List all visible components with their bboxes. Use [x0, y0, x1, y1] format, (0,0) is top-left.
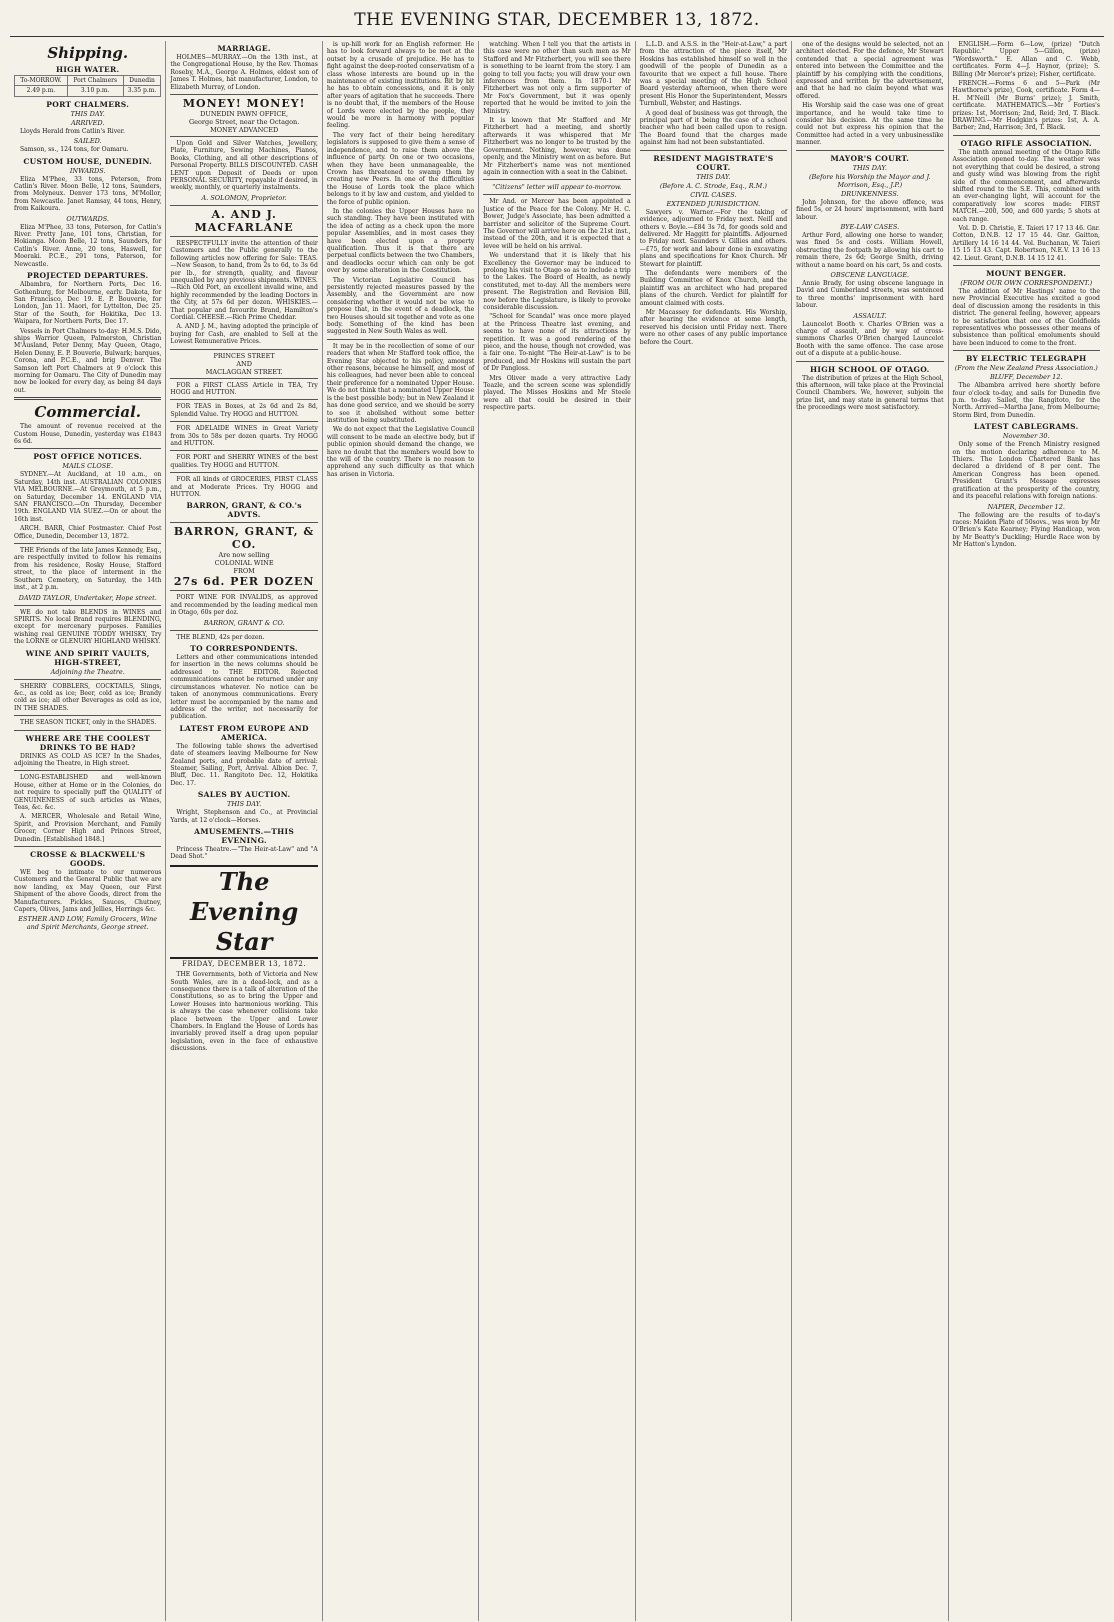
post-text: SYDNEY.—At Auckland, at 10 a.m., on Saturday, 14th inst. AUSTRALIAN COLONIES VIA MELBOURNE.—At Greymouth, at 5 p.m., on Saturday, December 14. ENGLAND VIA SAN FRANCISCO.—On Thursday, December 19th. ENGLAND VIA SUEZ.—On or about the 16th inst. — [14, 471, 162, 523]
article-paragraph: Mrs Oliver made a very attractive Lady Teazle, and the screen scene was splendidly played. The Misses Hoskins and Mr Steele were all that could be desired in their respective parts. — [483, 374, 631, 412]
rifle-heading: OTAGO RIFLE ASSOCIATION. — [960, 138, 1092, 148]
blend-ad: THE BLEND, 42s per dozen. — [176, 633, 265, 641]
article-paragraph: John Johnson, for the above offence, was fined 5s, or 24 hours' imprisonment, with hard labour. — [796, 198, 944, 221]
article-paragraph: ENGLISH.—Form 6—Low, (prize) "Dutch Republic." Upper 5—Gillon, (prize) "Wordsworth." E. Allan and C. Webb, certificates. Form 4—J. Haynor, (prize); S. Billing (Mr Mercer's prize); Fisher, certificate. — [952, 41, 1100, 78]
barron-title: BARRON, GRANT, & CO. — [173, 525, 315, 552]
amusements-heading: AMUSEMENTS.—THIS EVENING. — [194, 826, 295, 845]
sailed-label: SAILED. — [73, 137, 102, 146]
column-7 — [949, 41, 1104, 1621]
column-5 — [636, 41, 792, 1621]
shades-sub: Adjoining the Theatre. — [50, 667, 125, 676]
sailed-text: Samson, ss., 124 tons, for Oamaru. — [20, 146, 129, 154]
divider — [14, 605, 161, 606]
port-chalmers-heading: PORT CHALMERS. — [46, 99, 130, 109]
article-paragraph: FRENCH.—Forms 6 and 5—Park (Mr Hawthorne's prize), Cook, certificate. Form 4—H. M'Neill (Mr Burns' prize); J. Smith, certificate. MATHEMATICS.—Mr Forties's prizes: 1st, Morrison; 2nd, Reid; 3rd, T. Black. DRAWING.—Mr Hodgkin's prizes: 1st, A. A. Barber; 2nd, Harrison; 3rd, T. Black. — [952, 80, 1100, 132]
outwards-text: Eliza M'Phee, 33 tons, Peterson, for Catlin's River. Pretty Jane, 101 tons, Christian, for Hokianga. Moon Belle, 12 tons, Saunders, for Catlin's River. Anne, 20 tons, Haswell, for Moeraki. P.C.E., 291 tons, Paterson, for Newcastle. — [14, 223, 162, 268]
macfarlane-text: RESPECTFULLY invite the attention of their Customers and the Public generally to the following articles now offering for Sale: TEAS.—New Season, to hand, from 2s to 6d, to 3s 6d per lb., for strength, quality, and flavour unequalled by any previous shipments. WINES.—Rich Old Port, an excellent invalid wine, and highly recommended by the leading Doctors in the City, at 57s 6d per dozen. WHISKIES.—That popular and favourite Brand, Hamilton's Cordial. CHEESE.—Rich Prime Cheddar. — [170, 239, 318, 321]
princes-street-ad — [170, 349, 317, 379]
article-paragraph: Arthur Ford, allowing one horse to wander, was fined 5s and costs. William Howell, obstructing the footpath by allowing his cart to remain there, 2s 6d; George Smith, driving without a name board on his cart, 5s and costs. — [796, 231, 944, 269]
byelaw-label: BYE-LAW CASES. — [840, 222, 900, 231]
flag-date: FRIDAY, DECEMBER 13, 1872. — [182, 959, 307, 968]
article-paragraph: In the colonies the Upper Houses have no such standing. They have been instituted with the idea of acting as a check upon the more popular Assemblies, and in most cases they have been elected upon a property qualification. Thus it is that there are perpetual conflicts between the two Chambers, and deadlocks occur which can only be got over by some alteration in the Constitution. — [326, 207, 475, 275]
pawn-text: Upon Gold and Silver Watches, Jewellery, Plate, Furniture, Sewing Machines, Pianos, Books, Clothing, and all other descriptions of Personal Property. BILLS DISCOUNTED. CASH LENT upon Deposit of Deeds or upon PERSONAL SECURITY, repayable if desired, in weekly, monthly, or quarterly instalments. — [170, 140, 318, 192]
hogg-ad: FOR ADELAIDE WINES in Great Variety from 30s to 58s per dozen quarts. Try HOGG and HUTTON. — [170, 425, 318, 447]
barron-port-ad: PORT WINE FOR INVALIDS, as approved and recommended by the leading medical men in Otago, 60s per doz. — [170, 594, 318, 617]
amusements-text: Princess Theatre.—"The Heir-at-Law" and "A Dead Shot." — [170, 845, 318, 861]
divider — [14, 846, 161, 847]
assault-label: ASSAULT. — [853, 311, 887, 320]
barron-price: 27s 6d. PER DOZEN — [173, 575, 315, 589]
correspondents-text: Letters and other communications intended for insertion in the news columns should be addressed to THE EDITOR. Rejected communications cannot be returned under any circumstances whatever. No notice can be taken of anonymous communications. Every letter must be accompanied by the name and address of the writer, not necessarily for publication. — [170, 654, 318, 721]
high-water-heading: HIGH WATER. — [55, 65, 120, 74]
divider — [170, 399, 317, 400]
citizens-note: "Citizens" letter will appear to-morrow. — [492, 183, 622, 192]
maclaggan-label: MACLAGGAN STREET. — [205, 367, 283, 376]
tide-cell: To-MORROW. — [15, 76, 68, 86]
article-paragraph: Annie Brady, for using obscene language in David and Cumberland streets, was sentenced to three months' imprisonment with hard labour. — [796, 279, 944, 310]
article-paragraph: It may be in the recollection of some of our readers that when Mr Stafford took office, the Evening Star objected to his policy, amongst other reasons, because he himself, and most of his colleagues, had never been able to conceal their preference for a nominated Upper House. We do not think that a nominated Upper House is the best possible body; but in New Zealand it has done good service, and we should be sorry to see it abolished without some better institution being substituted. — [326, 342, 475, 424]
article-paragraph: The ninth annual meeting of the Otago Rifle Association opened to-day. The weather was not everything that could be desired, a strong and gusty wind was blowing from the right side of the commencement, and afterwards shifted round to the S.E. This, combined with an ever-changing light, will account for the comparatively low scores made: FIRST MATCH.—200, 500, and 600 yards; 5 shots at each range. — [952, 148, 1100, 223]
divider — [483, 194, 630, 195]
mayors-before: (Before his Worship the Mayor and J. Morrison, Esq., J.P.) — [808, 172, 931, 189]
article-paragraph: Mr And. or Mercer has been appointed a Justice of the Peace for the Colony. Mr H. C. Bower, Judge's Associate, has been admitted a barrister and solicitor of the Supreme Court. The Governor will arrive here on the 21st inst., instead of the 20th, and it is expected that a levee will be held on his arrival. — [483, 198, 631, 250]
pawn-signature: A. SOLOMON, Proprietor. — [201, 193, 287, 202]
barron-from: FROM — [233, 567, 255, 576]
divider — [953, 265, 1100, 266]
editorial-text: THE Governments, both of Victoria and New South Wales, are in a dead-lock, and as a consequence there is a talk of alteration of the Constitutions, so as to bring the Upper and Lower Houses into harmonious working. This is always the case whenever collisions take place between the Upper and Lower Chambers. In England the House of Lords has invariably proved itself a drag upon popular legislation, even in the face of exhaustive discussions. — [170, 971, 318, 1053]
hogg-ad: FOR TEAS in Boxes, at 2s 6d and 2s 8d, Splendid Value. Try HOGG and HUTTON. — [170, 403, 318, 418]
article-paragraph: Sawyers v. Warner.—For the taking of evidence, adjourned to Friday next. Neill and others v. Boyle.—£84 3s 7d, for goods sold and delivered. Mr Haggitt for plaintiffs. Adjourned to Friday next. Saunders v. Gillies and others.—£75, for work and labour done in excavating plans and specifications for Knox Church. Mr Stewart for plaintiff. — [639, 208, 788, 268]
rm-day: THIS DAY. — [696, 172, 731, 181]
article-paragraph: His Worship said the case was one of great importance, and he would take time to consider his decision. At the same time he could not but express his opinion that the Committee had acted in a very unbusinesslike manner. — [796, 102, 944, 147]
macfarlane-signature: A. AND J. M., having adopted the principle of buying for Cash, are enabled to Sell at the Lowest Remunerative Prices. — [170, 323, 318, 346]
barron-ad — [170, 522, 317, 591]
shipping-title: Shipping. — [47, 44, 129, 62]
article-paragraph: The Victorian Legislative Council has persistently rejected measures passed by the Assembly, and the Government are now considering whether it would not be wise to propose that, in the event of a deadlock, the two Houses should sit together and vote as one body. Something of the kind has been suggested in New South Wales as well. — [326, 276, 475, 336]
column-3 — [323, 41, 479, 1621]
benger-heading: MOUNT BENGER. — [986, 268, 1067, 278]
article-paragraph: The addition of Mr Hastings' name to the new Provincial Executive has excited a good deal of discussion among the residents in this district. The general feeling, however, appears to be satisfaction that one of the Goldfields representatives who possesses other means of subsistence than political emoluments should have been induced to come to the front. — [952, 287, 1100, 347]
shipping-news: Vessels in Port Chalmers to-day: H.M.S. Dido, ships Warrior Queen, Palmerston, Christian M'Ausland, Peter Denny, May Queen, Otago, Helen Denny, E. P. Bouverie, Bulwark; barques, Corona, and P.C.E., and brig Denver. The Samson left Port Chalmers at 9 o'clock this morning for Oamaru. The City of Dunedin may now be looked for every day, as being 84 days out. — [14, 327, 162, 394]
divider — [796, 361, 943, 362]
mails-close-label: MAILS CLOSE. — [62, 462, 114, 471]
article-paragraph: Mr Macassey for defendants. His Worship, after hearing the evidence at some length, reserved his decision until Friday next. There were no other cases of any public importance before the Court. — [639, 308, 788, 346]
funeral-signature: DAVID TAYLOR, Undertaker, Hope street. — [18, 593, 157, 602]
tide-cell: 2.49 p.m. — [15, 86, 68, 96]
divider — [14, 448, 161, 449]
divider — [170, 450, 317, 451]
divider — [483, 179, 630, 180]
drinks-sub: DRINKS AS COLD AS ICE? In the Shades, adjoining the Theatre, in High street. — [14, 752, 162, 767]
mayors-court-heading: MAYOR'S COURT. — [830, 153, 910, 163]
article-paragraph: The Albambra arrived here shortly before four o'clock to-day, and sails for Dunedin five p.m. to-day. Sailed, the Rangitoto, for the North. Arrived—Martha Jane, from Melbourne; Storm Bird, from Dunedin. — [952, 382, 1100, 419]
resident-court-heading: RESIDENT MAGISTRATE'S COURT. — [653, 153, 774, 172]
divider — [14, 543, 161, 544]
article-paragraph: is up-hill work for an English reformer. He has to look forward always to be met at the outset by a crusade of prejudice. He has to fight against the deep-rooted conservatism of a class whose interests are bound up in the maintenance of existing institutions. Bit by bit he has to obtain concessions, and it is only after years of agitation that he succeeds. There is no doubt that, if the members of the House of Lords were elected by the people, they would be more in harmony with popular feeling. — [326, 41, 475, 130]
whisky-ad: WE do not take BLENDS in WINES and SPIRITS. No local Brand requires BLENDING, except for mercenary purposes. Families wishing real GENUINE TODDY WHISKY, Try the LORNE or GLENURY HIGHLAND WHISKY. — [14, 608, 162, 646]
post-office-heading: POST OFFICE NOTICES. — [33, 452, 143, 462]
divider — [170, 472, 317, 473]
article-paragraph: It is known that Mr Stafford and Mr Fitzherbert had a meeting, and shortly afterwards it was whispered that Mr Fitzherbert was no longer to be trusted by the Government. Nothing, however, was done openly, and the Ministry went on as before. But Mr Fitzherbert's name was not mentioned again in connection with a seat in the Cabinet. — [483, 117, 631, 176]
article-paragraph: L.L.D. and A.S.S. in the "Heir-at-Law," a part from the attraction of the piece itself, Mr Hoskins has established himself so well in the goodwill of the people of Dunedin as a favourite that we expect a full house. There was a special meeting of the High School Board yesterday afternoon, when there were present His Honor the Superintendent, Messrs Turnbull, Webster, and Hastings. — [639, 41, 788, 108]
barron-selling: Are now selling — [218, 551, 270, 560]
barron-wine: COLONIAL WINE — [214, 559, 274, 568]
divider — [14, 679, 161, 680]
barron-signature: BARRON, GRANT & CO. — [203, 618, 285, 627]
pawn-line: MONEY ADVANCED — [210, 126, 279, 135]
article-paragraph: The following are the results of to-day's races: Maiden Plate of 50sovs., was won by Mr O'Brien's Kate Kearney; Flying Handicap, won by Mr Beatty's Duckling; Hurdle Race won by Mr Hatton's Lyndon. — [952, 511, 1100, 549]
tide-cell: Port Chalmers — [67, 76, 123, 86]
this-day-label: THIS DAY. — [70, 109, 105, 118]
macfarlane-ad — [170, 205, 317, 237]
tide-table — [14, 75, 161, 97]
crosse-signature: ESTHER AND LOW, Family Grocers, Wine and Spirit Merchants, George street. — [18, 915, 158, 932]
arrived-label: ARRIVED. — [70, 118, 105, 127]
article-paragraph: A good deal of business was got through, the principal part of it being the case of a school teacher who had been called upon to resign. The Board found that the charges made against him had not been substantiated. — [639, 109, 788, 147]
mercer-ad: LONG-ESTABLISHED and well-known House, either at Home or in the Colonies, do not require to specially puff the QUALITY of GENUINENESS of such articles as Wines, Teas, &c. &c. — [14, 774, 162, 811]
tide-cell: Dunedin — [123, 76, 161, 86]
crosse-ad: WE beg to intimate to our numerous Customers and the General Public that we are now landing, ex May Queen, our First Shipment of the above Goods, direct from the Manufacturers. Pickles, Sauces, Chutney, Capers, Olives, Jams and Jellies, Herrings &c. — [14, 869, 162, 914]
divider — [14, 715, 161, 716]
divider — [640, 150, 787, 151]
article-paragraph: Only some of the French Ministry resigned on the motion declaring adherence to M. Thiers. The London Chartered Bank has declared a dividend of 8 per cent. The American Congress has been opened. President Grant's Message expresses gratification at the prosperity of the country, and its peaceful relations with foreign nations. — [952, 441, 1100, 501]
barron-advts-heading: BARRON, GRANT, & CO.'s ADVTS. — [186, 501, 302, 520]
article-paragraph: We understand that it is likely that his Excellency the Governor may be induced to prolong his visit to Otago so as to include a trip to the Lakes. The Board of Health, as newly constituted, met to-day. All the members were present. The Registration and Revision Bill, now before the Legislature, is likely to provoke considerable discussion. — [483, 252, 631, 311]
column-4 — [479, 41, 635, 1621]
article-paragraph: The distribution of prizes at the High School, this afternoon, will take place at the Provincial Council Chambers. We, however, subjoin the prize list, and may state in general terms that the proceedings were most satisfactory. — [796, 374, 944, 412]
evening-star-flag: The Evening Star — [170, 865, 317, 959]
inwards-label: INWARDS. — [69, 166, 106, 175]
article-paragraph: Launcelot Booth v. Charles O'Brien was a charge of assault, and by way of cross-summons Charles O'Brien charged Launcelot Booth with the same offence. The case arose out of a dispute at a public-house. — [796, 320, 944, 358]
macfarlane-title: A. AND J. MACFARLANE — [194, 207, 294, 234]
column-2 — [166, 41, 322, 1621]
pawn-sub: George Street, near the Octagon. — [188, 118, 300, 127]
rifle-scores: Vol. D. D. Christie, E. Taieri 17 17 13 46. Gnr. Cotton, D.N.B. 12 17 15 44. Gnr. Gaitton, Artillery 14 16 14 44. Vol. Buchanan, W. Taieri 15 15 13 43. Capt. Robertson, N.E.V. 13 16 13 42. Lieut. Grant, D.N.B. 14 15 12 41. — [952, 224, 1100, 262]
marriage-text: HOLMES—MURRAY.—On the 13th inst., at the Congregational House, by the Rev. Thomas Roseby, M.A., George A. Holmes, eldest son of James T. Holmes, hat manufacturer, London, to Elizabeth Murray, of London. — [170, 54, 318, 91]
commercial-text: The amount of revenue received at the Custom House, Dunedin, yesterday was £1843 6s 6d. — [14, 423, 162, 445]
telegraph-heading: BY ELECTRIC TELEGRAPH — [965, 354, 1087, 364]
divider — [14, 397, 161, 400]
divider — [327, 339, 474, 340]
auction-text: Wright, Stephenson and Co., at Provincial Yards, at 12 o'clock—Horses. — [170, 809, 318, 824]
season-ad: THE SEASON TICKET, only in the SHADES. — [20, 719, 157, 727]
money-title: MONEY! MONEY! — [182, 97, 306, 111]
divider — [170, 630, 317, 631]
correspondents-heading: TO CORRESPONDENTS. — [190, 644, 298, 654]
inwards-text: Eliza M'Phee, 33 tons, Peterson, from Catlin's River. Moon Belle, 12 tons, Saunders, from Molyneux. Denver 173 tons, M'Mollor, from Newcastle. Janet Ramsay, 44 tons, Henry, from Kaikoura. — [14, 175, 162, 213]
telegraph-sub: (From the New Zealand Press Association.) — [954, 364, 1098, 373]
hogg-ad: FOR a FIRST CLASS Article in TEA, Try HOGG and HUTTON. — [170, 381, 318, 396]
shades-title: WINE AND SPIRIT VAULTS, HIGH-STREET, — [25, 648, 150, 667]
column-6 — [792, 41, 948, 1621]
hogg-ad: FOR PORT and SHERRY WINES of the best qualities. Try HOGG and HUTTON. — [170, 454, 318, 469]
latest-text: The following table shows the advertised date of steamers leaving Melbourne for New Zealand ports, and probable date of arrival: Steamer, Sailing, Port, Arrival. Albion Dec. 7, Bluff, Dec. 11. Rangitoto Dec. 12, Hokitika Dec. 17. — [170, 742, 318, 787]
commercial-title: Commercial. — [34, 403, 142, 422]
auction-heading: SALES BY AUCTION. — [197, 790, 291, 800]
napier-dateline: NAPIER, December 12. — [987, 502, 1065, 511]
princes-label: PRINCES STREET — [213, 351, 275, 360]
funeral-notice: THE Friends of the late James Kennedy, Esq., are respectfully invited to follow his remains from his residence, Rosky House, Stafford street, to the place of interment in the Southern Cemetery, on Saturday, the 14th inst., at 2 p.m. — [14, 547, 162, 592]
column-1 — [10, 41, 166, 1621]
mercer-signature: A. MERCER, Wholesale and Retail Wine, Spirit, and Provision Merchant, and Family Grocer, Corner High and Princes Street, Dunedin. [Established 1848.] — [14, 813, 162, 843]
divider — [796, 150, 943, 151]
cobblers-ad: SHERRY COBBLERS, COCKTAILS, Slings, &c., as cold as ice; Beer, cold as ice; Brandy cold as ice; all other Beverages as cold as ice, IN THE SHADES. — [14, 682, 162, 712]
and-label: AND — [236, 359, 252, 368]
obscene-label: OBSCENE LANGUAGE. — [830, 270, 910, 279]
mayors-day: THIS DAY. — [852, 163, 887, 172]
article-paragraph: "School for Scandal" was once more played at the Princess Theatre last evening, and seems to have none of its attractions by repetition. It was a good rendering of the piece, and the house, though not crowded, was a fair one. To-night "The Heir-at-Law" is to be produced, and Mr Hoskins will sustain the part of Dr Pangloss. — [483, 313, 631, 373]
arrived-text: Lloyds Herald from Catlin's River. — [20, 127, 125, 135]
marriage-heading: MARRIAGE. — [217, 44, 271, 53]
pawn-name: DUNEDIN PAWN OFFICE, — [200, 110, 289, 119]
drunkenness-label: DRUNKENNESS. — [841, 189, 899, 198]
post-signature: ARCH. BARR, Chief Postmaster. Chief Post Office, Dunedin, December 13, 1872. — [14, 525, 162, 540]
hogg-ad: FOR all kinds of GROCERIES, FIRST CLASS and at Moderate Prices. Try HOGG and HUTTON. — [170, 476, 318, 499]
columns — [10, 41, 1104, 1621]
article-paragraph: We do not expect that the Legislative Council will consent to be made an elective body, but if public opinion should demand the change, we have no doubt that the members would bow to the will of the country. There is no reason to apprehend any such difficulty as that which has arisen in Victoria. — [326, 426, 475, 478]
article-paragraph: watching. When I tell you that the artists in this case were no other than such men as Mr Stafford and Mr Fitzherbert, you will see there is something to be learnt from the story. I am going to tell you facts; you will draw your own inferences from them. In 1870-1 Mr Fitzherbert was not only a firm supporter of Mr Fox's Government, but it was openly reported that he would be invited to join the Ministry. — [483, 41, 631, 115]
divider — [953, 350, 1100, 351]
article-paragraph: The very fact of their being hereditary legislators is supposed to give them a sense of independence, and to raise them above the influence of party. On one or two occasions, when they have been unmanageable, the Crown has threatened to swamp them by creating new Peers. In one of the difficulties the House of Lords took the place which belongs to it by law and custom, and yielded to the force of public opinion. — [326, 131, 475, 206]
rm-before: (Before A. C. Strode, Esq., R.M.) — [659, 181, 767, 190]
projected-heading: PROJECTED DEPARTURES. — [27, 271, 149, 281]
money-ad — [170, 94, 317, 137]
bluff-dateline: BLUFF, December 12. — [989, 373, 1063, 382]
projected-text: Albambra, for Northern Ports, Dec 16. Gothenburg, for Melbourne, early. Dakota, for San Francisco, Dec 19. E. P. Bouverie, for London, Jan 11. Maori, for Lyttelton, Dec 25. Star of the South, for Hokitika, Dec 13. Waipara, for Northern Ports, Dec 17. — [14, 281, 162, 326]
latest-heading: LATEST FROM EUROPE AND AMERICA. — [179, 723, 309, 742]
extended-label: EXTENDED JURISDICTION. — [666, 199, 761, 208]
high-school-heading: HIGH SCHOOL OF OTAGO. — [810, 364, 930, 374]
article-paragraph: The defendants were members of the Building Committee of Knox Church, and the plaintiff was an architect who had prepared plans of the church. Verdict for plaintiff for amount claimed with costs. — [639, 269, 788, 307]
divider — [953, 135, 1100, 136]
divider — [14, 730, 161, 731]
cables-heading: LATEST CABLEGRAMS. — [973, 422, 1079, 432]
tide-cell: 3.10 p.m. — [67, 86, 123, 96]
cables-date: November 30. — [1002, 432, 1050, 441]
custom-house-heading: CUSTOM HOUSE, DUNEDIN. — [23, 156, 153, 166]
auction-day: THIS DAY. — [227, 800, 262, 809]
divider — [14, 770, 161, 771]
divider — [170, 421, 317, 422]
civil-cases-label: CIVIL CASES. — [690, 190, 737, 199]
page-masthead: THE EVENING STAR, DECEMBER 13, 1872. — [10, 10, 1104, 37]
crosse-heading: CROSSE & BLACKWELL'S GOODS. — [30, 850, 146, 869]
tide-cell: 3.35 p.m. — [123, 86, 161, 96]
benger-sub: (FROM OUR OWN CORRESPONDENT.) — [960, 278, 1093, 287]
article-paragraph: one of the designs would be selected, not an architect elected. For the defence, Mr Stewart contended that a special agreement was entered into between the Committee and the plaintiff by his complying with the conditions, expressed and written by the advertisement, and that he had no claim beyond what was offered. — [796, 41, 944, 100]
outwards-label: OUTWARDS. — [66, 214, 109, 223]
drinks-title: WHERE ARE THE COOLEST DRINKS TO BE HAD? — [25, 733, 150, 752]
